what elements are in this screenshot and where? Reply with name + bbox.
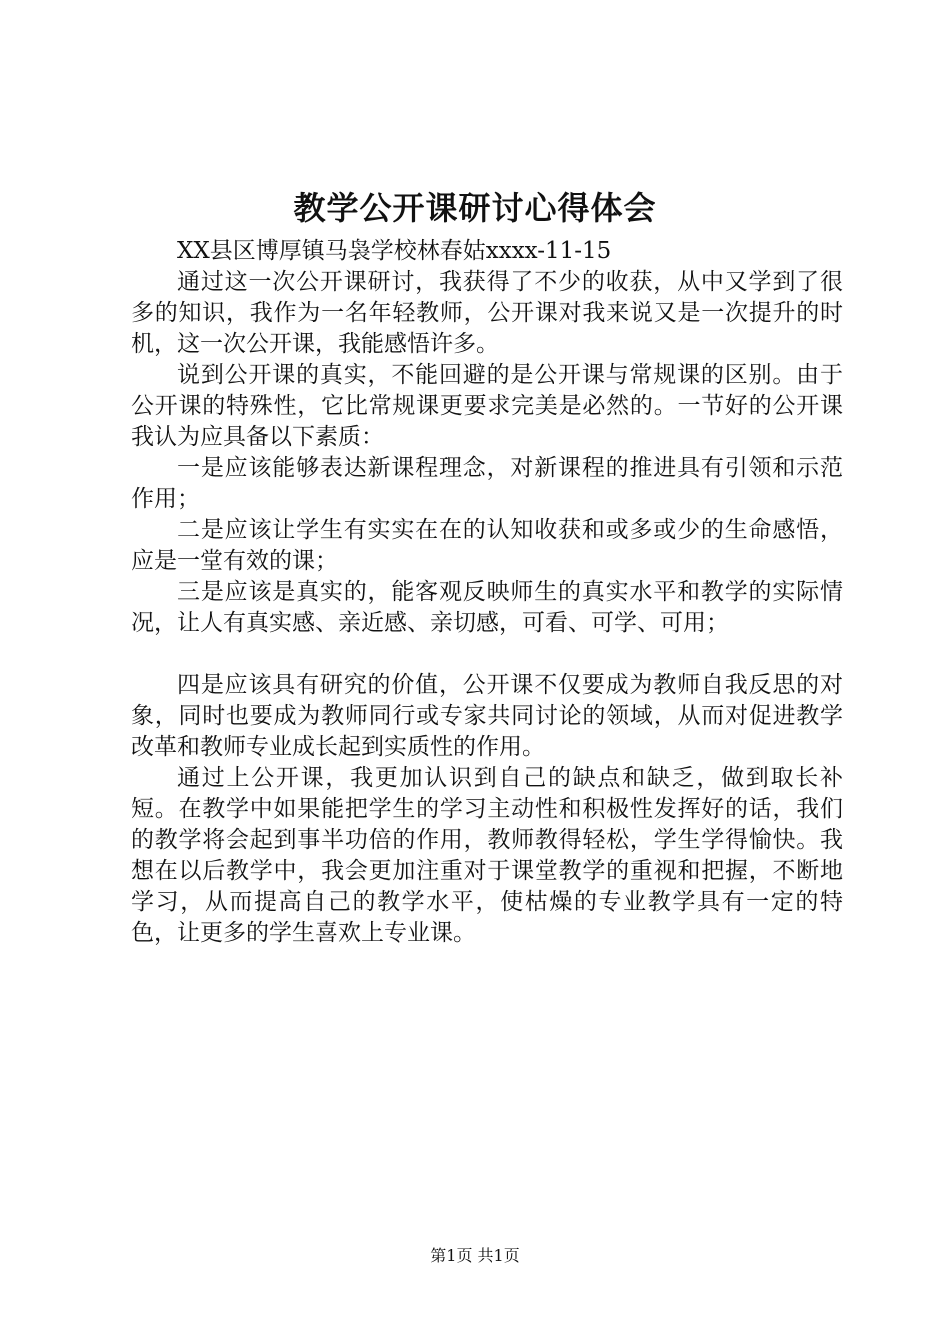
byline: XX县区博厚镇马袅学校林春姑xxxx-11-15 xyxy=(177,238,612,264)
page-footer: 第1页 共1页 xyxy=(430,1246,520,1265)
paragraph-3: 一是应该能够表达新课程理念，对新课程的推进具有引领和示范作用； xyxy=(131,455,843,512)
document-title: 教学公开课研讨心得体会 xyxy=(293,189,657,227)
paragraph-spacer xyxy=(131,639,843,670)
paragraph-2: 说到公开课的真实，不能回避的是公开课与常规课的区别。由于公开课的特殊性，它比常规课更要求完美是必然的。一节好的公开课我认为应具备以下素质： xyxy=(131,362,843,450)
paragraph-1: 通过这一次公开课研讨，我获得了不少的收获，从中又学到了很多的知识，我作为一名年轻教师，公开课对我来说又是一次提升的时机，这一次公开课，我能感悟许多。 xyxy=(131,269,843,357)
document-body xyxy=(131,236,843,949)
paragraph-7: 通过上公开课，我更加认识到自己的缺点和缺乏，做到取长补短。在教学中如果能把学生的学习主动性和积极性发挥好的话，我们的教学将会起到事半功倍的作用，教师教得轻松，学生学得愉快。我想在以后教学中，我会更加注重对于课堂教学的重视和把握，不断地学习，从而提高自己的教学水平，使枯燥的专业教学具有一定的特色，让更多的学生喜欢上专业课。 xyxy=(131,765,843,946)
paragraph-4: 二是应该让学生有实实在在的认知收获和或多或少的生命感悟，应是一堂有效的课； xyxy=(131,517,843,574)
paragraph-6: 四是应该具有研究的价值，公开课不仅要成为教师自我反思的对象，同时也要成为教师同行或专家共同讨论的领域，从而对促进教学改革和教师专业成长起到实质性的作用。 xyxy=(131,672,843,760)
paragraph-5: 三是应该是真实的，能客观反映师生的真实水平和教学的实际情况，让人有真实感、亲近感、亲切感，可看、可学、可用； xyxy=(131,579,843,636)
